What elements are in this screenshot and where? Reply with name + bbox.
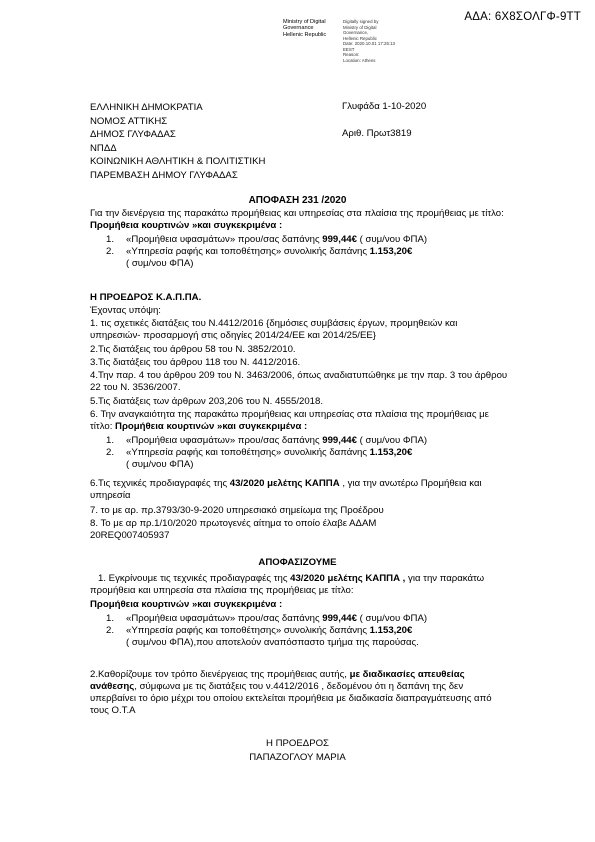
consideration-6-text: 6. Την αναγκαιότητα της παρακάτω προμήθειας και υπηρεσίας στα πλαίσια της προμήθειας με τίτλο: [90,409,489,432]
signature-org [283,19,326,38]
signature-org-line: Hellenic Republic [283,31,327,38]
decision-2 [90,669,505,717]
issuer-header [90,101,265,182]
header-line: ΠΑΡΕΜΒΑΣΗ ΔΗΜΟΥ ΓΛΥΦΑΔΑΣ [90,169,238,181]
decision-2-method: με διαδικασίες απευθείας ανάθεσης [90,669,465,692]
signoff-name: ΠΑΠΑΖΟΓΛΟΥ ΜΑΡΙΑ [249,752,346,763]
consideration-7-text: 6.Τις τεχνικές προδιαγραφές της [90,478,228,489]
signature-org-line: Ministry of Digital [283,19,326,25]
header-line: ΝΠΔΔ [90,142,117,154]
header-line: ΔΗΜΟΣ ΓΛΥΦΑΔΑΣ [90,129,176,140]
list-item: 1. «Προμήθεια υφασμάτων» πρου/σας δαπάνης 999,44€ ( συμ/νου ΦΠΑ) [106,613,428,624]
decision-2-text: 2.Καθορίζουμε τον τρόπο διενέργειας της προμήθειας αυτής, [90,669,347,680]
signature-org-line: Governance [283,25,314,32]
study-reference: 43/2020 μελέτης ΚΑΠΠΑ [229,478,340,489]
header-line: ΝΟΜΟΣ ΑΤΤΙΚΗΣ [90,115,168,127]
consideration-7-tail: , για την ανωτέρω Προμήθεια και υπηρεσία [90,478,482,501]
consideration-2: 2.Τις διατάξεις του άρθρου 58 του Ν. 3852/2010. [90,344,296,355]
signature-detail-line: Reason: [343,52,360,57]
signature-details [343,19,395,63]
list-item: 1. «Προμήθεια υφασμάτων» πρου/σας δαπάνης 999,44€ ( συμ/νου ΦΠΑ) [106,435,428,446]
considering-label: Έχοντας υπόψη: [90,305,161,316]
subject-text: Για την διενέργεια της παρακάτω προμήθειας και υπηρεσίας στα πλαίσια της προμήθειας με τίτλο: [90,208,504,219]
consideration-9: 8. Το με αρ πρ.1/10/2020 πρωτογενές αίτημα το οποίο έλαβε ΑΔΑΜ 20REQ007405937 [90,518,377,541]
consideration-7 [90,478,510,502]
header-line: ΕΛΛΗΝΙΚΗ ΔΗΜΟΚΡΑΤΙΑ [90,102,203,113]
subject-title: Προμήθεια κουρτινών »και συγκεκριμένα : [90,220,283,231]
signature-detail-line: Governance, [343,30,369,35]
decision-1-text: 1. Εγκρίνουμε τις τεχνικές προδιαγραφές της [98,573,288,584]
decision-title: ΑΠΟΦΑΣΗ 231 /2020 [248,195,347,206]
decision-1-study: 43/2020 μελέτης ΚΑΠΠΑ , [290,573,406,584]
signature-detail-line: Date: 2020.10.01 17:25:13 [343,41,395,46]
consideration-3: 3.Τις διατάξεις του άρθρου 118 του Ν. 4412/2016. [90,357,301,368]
signature-detail-line: Digitally signed by [343,19,379,24]
president-heading: Η ΠΡΟΕΔΡΟΣ Κ.Α.Π.ΠΑ. [90,292,202,303]
consideration-6 [90,409,510,433]
document-date: Γλυφάδα 1-10-2020 [342,101,427,112]
list-item: 2. «Υπηρεσία ραφής και τοποθέτησης» συνολικής δαπάνης 1.153,20€ ( συμ/νου ΦΠΑ) [106,246,413,269]
consideration-6-title: Προμήθεια κουρτινών »και συγκεκριμένα : [115,421,308,432]
consideration-4: 4.Την παρ. 4 του άρθρου 209 του Ν. 3463/2006, όπως αναδιατυπώθηκε με την παρ. 3 του άρθρου 22 του Ν. 3536/2007. [90,370,508,393]
list-item: 2. «Υπηρεσία ραφής και τοποθέτησης» συνολικής δαπάνης 1.153,20€ ( συμ/νου ΦΠΑ),που αποτελούν αναπόσπαστο τμήμα της παρούσας. [106,625,419,648]
decision-1 [90,573,510,597]
consideration-items [106,435,506,471]
subject-items [106,234,506,270]
header-line: ΚΟΙΝΩΝΙΚΗ ΑΘΛΗΤΙΚΗ & ΠΟΛΙΤΙΣΤΙΚΗ [90,156,266,167]
protocol-number: Αριθ. Πρωτ3819 [342,128,412,139]
decision-1-title: Προμήθεια κουρτινών »και συγκεκριμένα : [90,599,283,610]
consideration-8: 7. το με αρ. πρ.3793/30-9-2020 υπηρεσιακό σημείωμα της Προέδρου [90,505,384,516]
signature-detail-line: EEST [343,46,355,52]
signature-detail-line: Ministry of Digital [343,24,377,30]
decide-heading: ΑΠΟΦΑΣΙΖΟΥΜΕ [258,557,337,568]
decision-items [106,613,506,649]
consideration-5: 5.Τις διατάξεις των άρθρων 203,206 του Ν. 4555/2018. [90,396,324,407]
decision-2-tail: , σύμφωνα με τις διατάξεις του ν.4412/2016 , δεδομένου ότι η δαπάνη της δεν υπερβαίνει το όριο μέχρι του οποίου εκτελείται προμήθεια με διαδικασία διαπραγμάτευσης από τους Ο.Τ.Α [90,681,492,716]
decision-1-tail: για την παρακάτω προμήθεια και υπηρεσία στα πλαίσια της προμήθειας με τίτλο: [90,573,485,596]
subject-paragraph [90,208,510,232]
list-item: 2. «Υπηρεσία ραφής και τοποθέτησης» συνολικής δαπάνης 1.153,20€ ( συμ/νου ΦΠΑ) [106,447,413,470]
signature-detail-line: Hellenic Republic [343,35,377,41]
ada-code: ΑΔΑ: 6Χ8ΣΟΛΓΦ-9ΤΤ [464,11,581,23]
consideration-1: 1. τις σχετικές διατάξεις του Ν.4412/2016 {δημόσιες συμβάσεις έργων, προμηθειών και υπηρεσιών- προσαρμογή στις οδηγίες 2014/24/ΕΕ και 2014/25/ΕΕ} [90,318,458,341]
list-item: 1. «Προμήθεια υφασμάτων» πρου/σας δαπάνης 999,44€ ( συμ/νου ΦΠΑ) [106,234,428,245]
signature-detail-line: Location: Athens [343,57,376,63]
signoff-title: Η ΠΡΟΕΔΡΟΣ [266,738,329,749]
